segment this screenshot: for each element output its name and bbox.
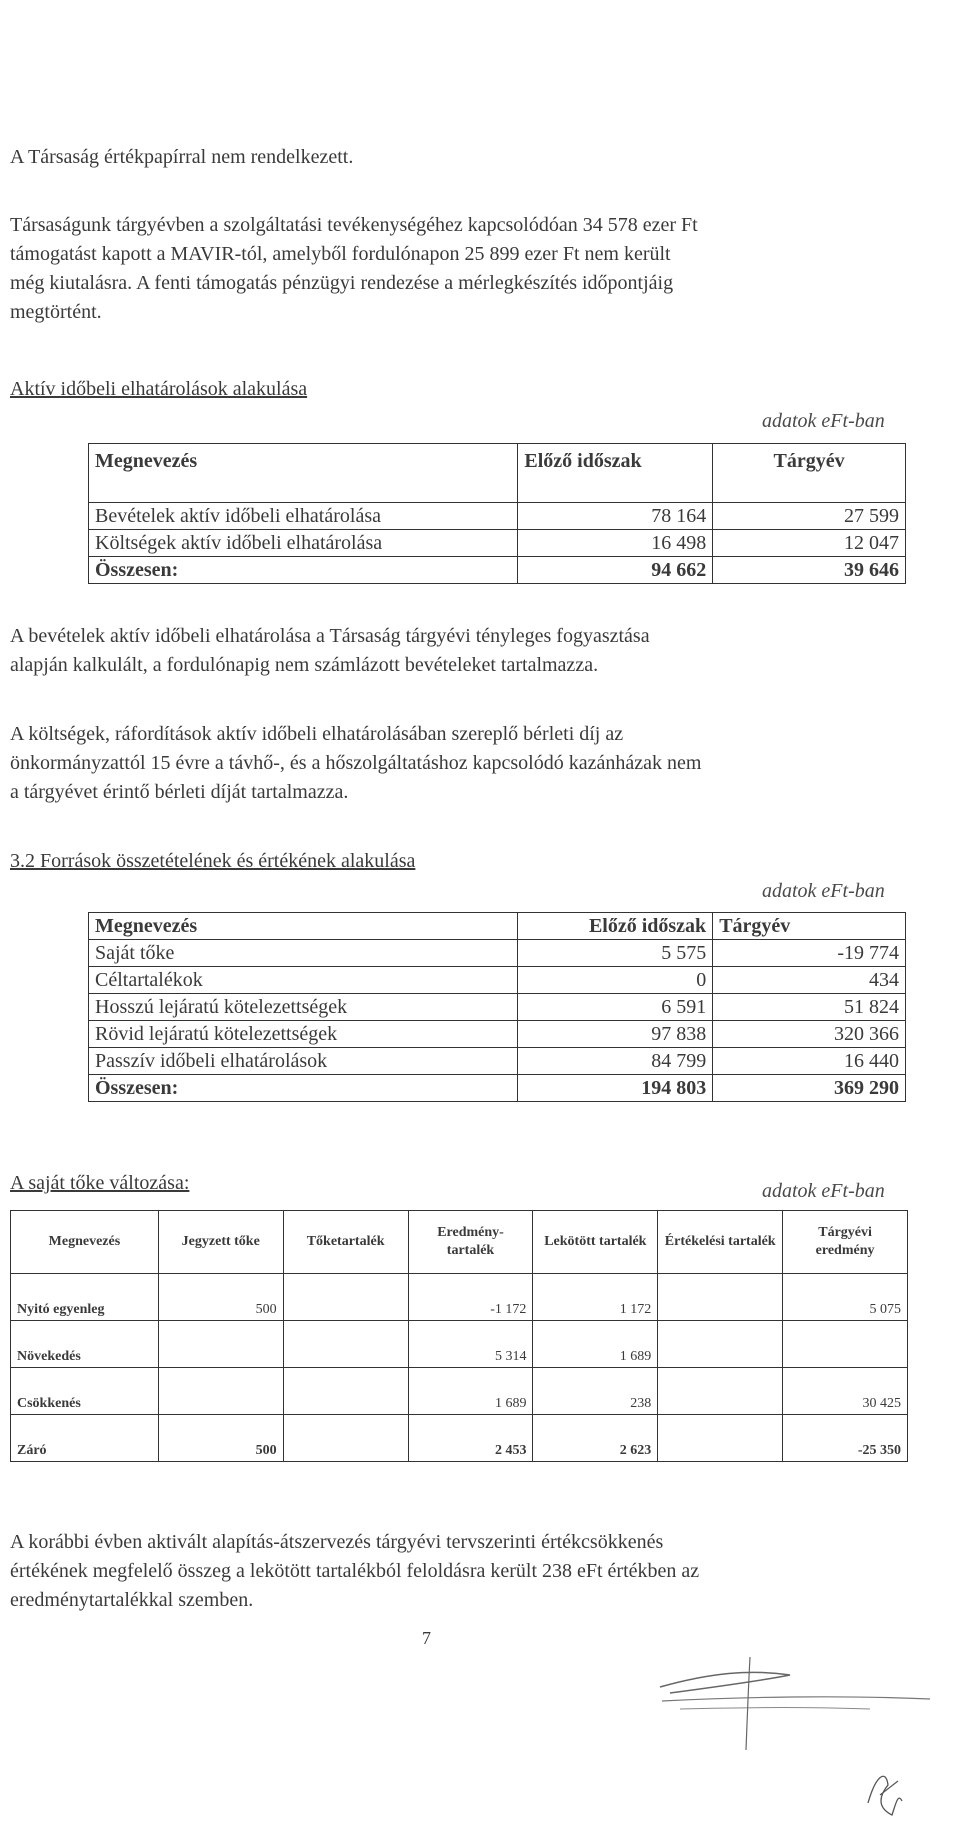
paragraph-line: értékének megfelelő összeg a lekötött tartalékból feloldásra került 238 eFt értékben az	[10, 1560, 700, 1582]
table-row	[89, 530, 906, 557]
table-header-row	[89, 913, 906, 940]
table-cell: 1 689	[408, 1368, 533, 1415]
total-prev: 94 662	[518, 557, 713, 584]
total-label: Összesen:	[89, 1075, 518, 1102]
table-cell: 2 453	[408, 1415, 533, 1462]
paragraph-line: A költségek, ráfordítások aktív időbeli elhatárolásában szereplő bérleti díj az	[10, 723, 624, 745]
row-label: Bevételek aktív időbeli elhatárolása	[89, 503, 518, 530]
column-header: Tőketartalék	[283, 1211, 408, 1274]
column-header: Tárgyév	[713, 444, 906, 503]
table-cell	[158, 1368, 283, 1415]
curr-value: 27 599	[713, 503, 906, 530]
table-cell	[658, 1415, 783, 1462]
table-row	[89, 1021, 906, 1048]
table-cell: 238	[533, 1368, 658, 1415]
unit-label: adatok eFt-ban	[762, 410, 885, 432]
row-label: Céltartalékok	[89, 967, 518, 994]
total-row	[89, 1075, 906, 1102]
paragraph-line: A korábbi évben aktivált alapítás-átszervezés tárgyévi tervszerinti értékcsökkenés	[10, 1531, 664, 1553]
paragraph-reserve-release	[10, 1528, 910, 1615]
table-cell: -1 172	[408, 1274, 533, 1321]
table-cell	[158, 1321, 283, 1368]
curr-value: 51 824	[713, 994, 906, 1021]
prev-value: 5 575	[518, 940, 713, 967]
table-row	[11, 1321, 908, 1368]
table-cell: -25 350	[783, 1415, 908, 1462]
table-row	[89, 1048, 906, 1075]
column-header: Megnevezés	[11, 1211, 159, 1274]
row-label: Saját tőke	[89, 940, 518, 967]
paragraph-line: a tárgyévet érintő bérleti díját tartalmazza.	[10, 781, 349, 803]
column-header: Eredmény-tartalék	[408, 1211, 533, 1274]
signature-icon	[640, 1635, 940, 1835]
table-row	[11, 1274, 908, 1321]
row-label: Nyitó egyenleg	[11, 1274, 159, 1321]
table-cell: 5 314	[408, 1321, 533, 1368]
table-row	[89, 940, 906, 967]
table-cell: 1 689	[533, 1321, 658, 1368]
row-label: Költségek aktív időbeli elhatárolása	[89, 530, 518, 557]
column-header: Értékelési tartalék	[658, 1211, 783, 1274]
accruals-table	[88, 443, 906, 584]
prev-value: 97 838	[518, 1021, 713, 1048]
table-cell	[283, 1415, 408, 1462]
table-cell: 2 623	[533, 1415, 658, 1462]
prev-value: 78 164	[518, 503, 713, 530]
prev-value: 16 498	[518, 530, 713, 557]
table-row	[89, 503, 906, 530]
table-cell: 1 172	[533, 1274, 658, 1321]
unit-label: adatok eFt-ban	[762, 880, 885, 902]
total-label: Összesen:	[89, 557, 518, 584]
paragraph-line: eredménytartalékkal szemben.	[10, 1589, 254, 1611]
column-header: Lekötött tartalék	[533, 1211, 658, 1274]
total-curr: 369 290	[713, 1075, 906, 1102]
sources-table	[88, 912, 906, 1102]
table-cell	[283, 1368, 408, 1415]
paragraph-line: alapján kalkulált, a fordulónapig nem számlázott bevételeket tartalmazza.	[10, 654, 599, 676]
table-cell	[658, 1274, 783, 1321]
row-label: Hosszú lejáratú kötelezettségek	[89, 994, 518, 1021]
table-cell	[283, 1321, 408, 1368]
curr-value: -19 774	[713, 940, 906, 967]
row-label: Záró	[11, 1415, 159, 1462]
row-label: Passzív időbeli elhatárolások	[89, 1048, 518, 1075]
paragraph-cost-accrual	[10, 720, 910, 807]
prev-value: 6 591	[518, 994, 713, 1021]
paragraph-line: A bevételek aktív időbeli elhatárolása a Társaság tárgyévi tényleges fogyasztása	[10, 625, 650, 647]
prev-value: 84 799	[518, 1048, 713, 1075]
table-cell: 5 075	[783, 1274, 908, 1321]
section-heading-equity-change: A saját tőke változása:	[10, 1172, 190, 1194]
curr-value: 320 366	[713, 1021, 906, 1048]
table-cell	[658, 1321, 783, 1368]
paragraph-line: megtörtént.	[10, 301, 102, 323]
table-cell: 500	[158, 1415, 283, 1462]
table-cell	[283, 1274, 408, 1321]
equity-change-table	[10, 1210, 908, 1462]
column-header: Jegyzett tőke	[158, 1211, 283, 1274]
column-header: Megnevezés	[89, 444, 518, 503]
prev-value: 0	[518, 967, 713, 994]
table-cell: 30 425	[783, 1368, 908, 1415]
total-row	[11, 1415, 908, 1462]
curr-value: 16 440	[713, 1048, 906, 1075]
table-row	[89, 994, 906, 1021]
column-header: Előző időszak	[518, 444, 713, 503]
paragraph-line: Társaságunk tárgyévben a szolgáltatási tevékenységéhez kapcsolódóan 34 578 ezer Ft	[10, 214, 698, 236]
table-header-row	[89, 444, 906, 503]
unit-label: adatok eFt-ban	[762, 1180, 885, 1202]
table-row	[11, 1368, 908, 1415]
row-label: Csökkenés	[11, 1368, 159, 1415]
table-cell	[783, 1321, 908, 1368]
column-header: Előző időszak	[518, 913, 713, 940]
paragraph-line: önkormányzattól 15 évre a távhő-, és a hőszolgáltatáshoz kapcsolódó kazánházak nem	[10, 752, 702, 774]
paragraph-revenue-accrual	[10, 622, 910, 680]
paragraph-securities: A Társaság értékpapírral nem rendelkezett.	[10, 146, 354, 168]
paragraph-line: még kiutalásra. A fenti támogatás pénzügyi rendezése a mérlegkészítés időpontjáig	[10, 272, 674, 294]
column-header: Megnevezés	[89, 913, 518, 940]
column-header: Tárgyévi eredmény	[783, 1211, 908, 1274]
table-row	[89, 967, 906, 994]
total-row	[89, 557, 906, 584]
row-label: Rövid lejáratú kötelezettségek	[89, 1021, 518, 1048]
row-label: Növekedés	[11, 1321, 159, 1368]
total-prev: 194 803	[518, 1075, 713, 1102]
table-header-row	[11, 1211, 908, 1274]
curr-value: 434	[713, 967, 906, 994]
table-cell	[658, 1368, 783, 1415]
section-heading-sources: 3.2 Források összetételének és értékének alakulása	[10, 850, 416, 872]
column-header: Tárgyév	[713, 913, 906, 940]
paragraph-line: támogatást kapott a MAVIR-tól, amelyből fordulónapon 25 899 ezer Ft nem került	[10, 243, 671, 265]
total-curr: 39 646	[713, 557, 906, 584]
paragraph-mavir-support	[10, 211, 910, 327]
table-cell: 500	[158, 1274, 283, 1321]
curr-value: 12 047	[713, 530, 906, 557]
page-number: 7	[422, 1628, 431, 1648]
section-heading-accruals: Aktív időbeli elhatárolások alakulása	[10, 378, 308, 400]
